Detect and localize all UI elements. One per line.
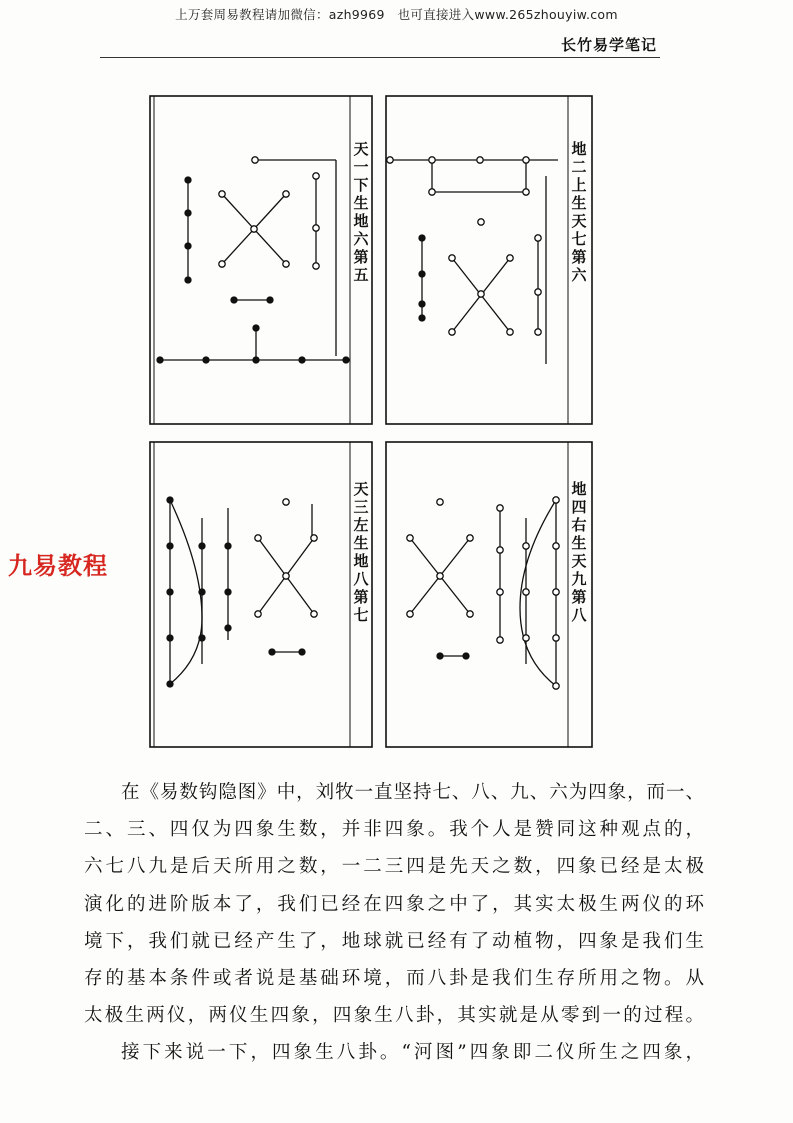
panel-7-diagram bbox=[167, 497, 317, 687]
panel-7-char-3: 生 bbox=[353, 534, 369, 552]
panel-8-char-7: 八 bbox=[571, 606, 587, 624]
panel-6-char-4: 天 bbox=[571, 212, 587, 230]
panel-8-char-4: 天 bbox=[571, 552, 587, 570]
panel-8-char-5: 九 bbox=[571, 570, 587, 588]
panel-6-char-7: 六 bbox=[571, 266, 587, 284]
panel-6-char-2: 上 bbox=[571, 176, 587, 194]
running-header-title: 长竹易学笔记 bbox=[560, 36, 657, 54]
panel-5-char-1: 一 bbox=[353, 158, 369, 176]
panel-7-char-1: 三 bbox=[353, 498, 369, 516]
panel-8-char-6: 第 bbox=[571, 588, 587, 606]
body-line-5: 境下，我们就已经产生了，地球就已经有了动植物，四象是我们生 bbox=[84, 930, 704, 952]
panel-6-char-3: 生 bbox=[571, 194, 587, 212]
top-banner: 上万套周易教程请加微信：azh9969 也可直接进入www.265zhouyiw.com bbox=[175, 7, 618, 22]
body-line-4: 演化的进阶版本了，我们已经在四象之中了，其实太极生两仪的环 bbox=[84, 893, 704, 915]
body-line-6: 存的基本条件或者说是基础环境，而八卦是我们生存所用之物。从 bbox=[84, 968, 704, 990]
header-rule bbox=[100, 57, 660, 58]
body-line-2: 二、三、四仅为四象生数，并非四象。我个人是赞同这种观点的， bbox=[84, 819, 704, 841]
panel-frame-5 bbox=[150, 96, 372, 424]
panel-5-char-4: 地 bbox=[353, 212, 369, 230]
panel-8-char-1: 四 bbox=[571, 498, 587, 516]
body-line-7: 太极生两仪，两仪生四象，四象生八卦，其实就是从零到一的过程。 bbox=[84, 1005, 704, 1027]
body-text bbox=[84, 774, 704, 1072]
panel-7-char-6: 第 bbox=[353, 588, 369, 606]
panel-5-char-7: 五 bbox=[353, 266, 369, 284]
panel-7-char-4: 地 bbox=[353, 552, 369, 570]
body-line-8: 接下来说一下，四象生八卦。“河图”四象即二仪所生之四象， bbox=[121, 1042, 704, 1064]
panel-title-6 bbox=[571, 140, 587, 284]
watermark-text: 九易教程 bbox=[8, 552, 108, 580]
panel-7-char-0: 天 bbox=[353, 480, 369, 498]
panel-title-8 bbox=[571, 480, 587, 624]
panel-title-5 bbox=[353, 140, 369, 284]
panel-6-diagram bbox=[387, 157, 558, 364]
panel-6-char-5: 七 bbox=[571, 230, 587, 248]
panel-7-char-5: 八 bbox=[353, 570, 369, 588]
body-line-1: 在《易数钩隐图》中，刘牧一直坚持七、八、九、六为四象，而一、 bbox=[121, 782, 704, 803]
panel-frame-6 bbox=[386, 96, 592, 424]
panel-title-7 bbox=[353, 480, 369, 624]
panel-8-char-2: 右 bbox=[571, 516, 587, 534]
panel-5-char-5: 六 bbox=[353, 230, 369, 248]
panel-6-char-0: 地 bbox=[571, 140, 587, 158]
hetu-figure bbox=[140, 88, 602, 752]
panel-5-char-0: 天 bbox=[353, 140, 369, 158]
panel-5-char-3: 生 bbox=[353, 194, 369, 212]
panel-5-char-6: 第 bbox=[353, 248, 369, 266]
panel-frame-8 bbox=[386, 442, 592, 747]
body-line-3: 六七八九是后天所用之数，一二三四是先天之数，四象已经是太极 bbox=[84, 856, 704, 878]
panel-7-char-7: 七 bbox=[353, 606, 369, 624]
panel-6-char-1: 二 bbox=[571, 158, 587, 176]
panel-5-char-2: 下 bbox=[353, 176, 369, 194]
panel-8-char-0: 地 bbox=[571, 480, 587, 498]
panel-frame-7 bbox=[150, 442, 372, 747]
panel-8-char-3: 生 bbox=[571, 534, 587, 552]
panel-7-char-2: 左 bbox=[353, 516, 369, 534]
panel-6-char-6: 第 bbox=[571, 248, 587, 266]
panel-5-diagram bbox=[157, 157, 349, 363]
panel-8-diagram bbox=[407, 497, 559, 689]
